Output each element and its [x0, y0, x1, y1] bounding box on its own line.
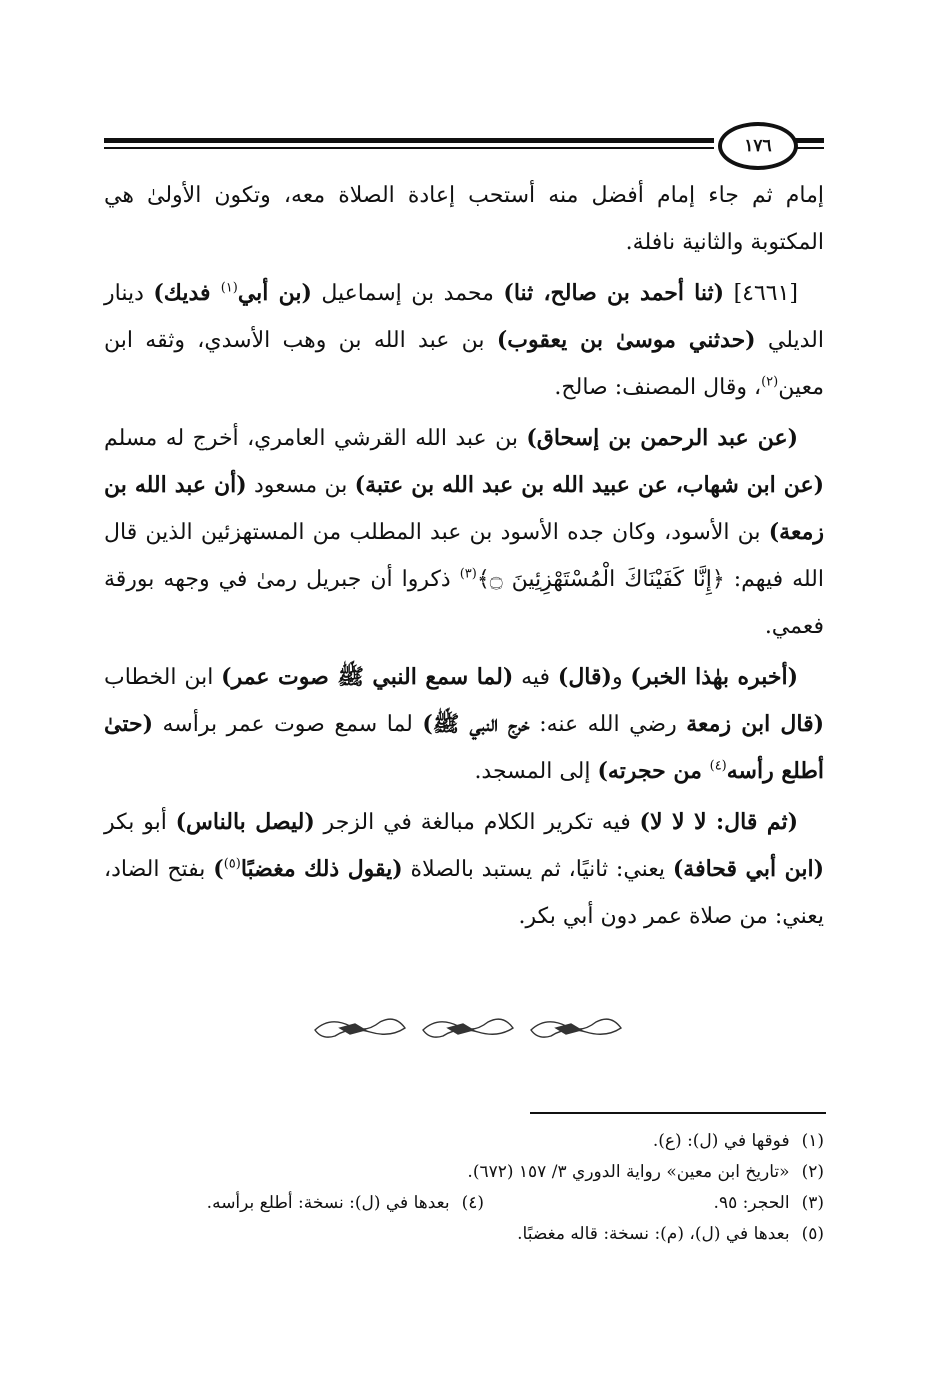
header-rule-right-thick	[794, 138, 824, 143]
commentary-text: بن الأسود، وكان جده الأسود بن عبد المطلب من المستهزئين الذين قال الله فيهم: ﴿إِنَّا كَفَيْنَاكَ الْمُسْتَهْزِئِينَ ۝﴾	[104, 520, 824, 592]
bold-matn-text: (يقول ذلك مغضبًا	[240, 856, 403, 882]
commentary-text: ذكروا أن جبريل رمىٰ في وجهه بورقة فعمي.	[104, 567, 824, 639]
footnote-ref: (٥)	[223, 856, 241, 872]
paragraph	[104, 172, 824, 266]
commentary-text: ابن الخطاب	[104, 665, 222, 690]
footnote-number: (٤)	[461, 1193, 484, 1213]
paragraph	[104, 270, 824, 411]
footnote-number: (١)	[801, 1131, 824, 1151]
commentary-text: و	[611, 665, 631, 690]
footnote-text: فوقها في (ل): (ع).	[652, 1131, 790, 1151]
footnote-ref: (١)	[220, 280, 238, 296]
bold-matn-text: (بن أبي	[237, 280, 312, 306]
footnote-1	[104, 1126, 824, 1157]
bold-matn-text: (قال)	[557, 664, 612, 690]
commentary-text: دينار الديلي	[104, 281, 824, 353]
page-header	[104, 128, 824, 170]
bold-matn-text: (أن عبد الله بن زمعة)	[104, 472, 824, 545]
bold-matn-text: خرج النبي ﷺ)	[422, 711, 530, 737]
page-number: ١٧٦	[718, 122, 798, 170]
footnote-5	[104, 1219, 824, 1250]
commentary-text: [٤٦٦١]	[724, 281, 799, 306]
bold-matn-text: (عن عبد الرحمن بن إسحاق)	[526, 425, 798, 451]
footnote-row	[104, 1188, 824, 1219]
paragraph	[104, 799, 824, 940]
footnote-3	[484, 1188, 824, 1219]
bold-matn-text: (أخبره بهٰذا الخبر)	[630, 664, 798, 690]
bold-matn-text: (قال ابن زمعة	[686, 711, 825, 737]
footnote-ref: (٤)	[709, 758, 727, 774]
footnote-4	[207, 1188, 484, 1219]
commentary-text: بن مسعود	[246, 473, 355, 498]
footnote-ref: (٢)	[761, 374, 779, 390]
bold-matn-text: (حتىٰ أطلع رأسه	[104, 711, 824, 784]
bold-matn-text: (عن ابن شهاب، عن عبيد الله بن عبد الله بن عتبة)	[354, 472, 824, 498]
commentary-text: فيه تكرير الكلام مبالغة في الزجر	[314, 810, 640, 835]
commentary-text: رضي الله عنه:	[529, 712, 687, 737]
ornament-unit	[423, 1019, 513, 1037]
main-text	[104, 172, 824, 944]
footnotes	[104, 1126, 824, 1250]
commentary-text: يعني: ثانيًا، ثم يستبد بالصلاة	[402, 857, 673, 882]
ornament-unit	[531, 1019, 621, 1037]
footnote-text: الحجر: ٩٥.	[713, 1193, 790, 1213]
section-ornament	[300, 1012, 640, 1042]
footnote-text: بعدها في (ل)، (م): نسخة: قاله مغضبًا.	[517, 1224, 790, 1244]
footnote-text: بعدها في (ل): نسخة: أطلع برأسه.	[206, 1193, 450, 1213]
paragraph	[104, 415, 824, 650]
bold-matn-text: )	[213, 856, 224, 882]
bold-matn-text: (ثنا أحمد بن صالح، ثنا)	[503, 280, 725, 306]
header-rule-thick	[104, 138, 714, 143]
commentary-text: إمام ثم جاء إمام أفضل منه أستحب إعادة الصلاة معه، وتكون الأولىٰ هي المكتوبة والثانية نافلة.	[104, 183, 824, 255]
footnote-number: (٥)	[801, 1224, 824, 1244]
commentary-text: بن عبد الله بن وهب الأسدي، وثقه ابن معين	[104, 328, 824, 400]
commentary-text: محمد بن إسماعيل	[311, 281, 504, 306]
bold-matn-text: (لما سمع النبي ﷺ صوت عمر)	[221, 664, 514, 690]
bold-matn-text: فديك)	[153, 280, 221, 306]
bold-matn-text: (ثم قال: لا لا لا)	[639, 809, 799, 835]
ornament-unit	[315, 1019, 405, 1037]
commentary-text: بفتح الضاد، يعني: من صلاة عمر دون أبي بكر.	[104, 857, 824, 929]
bold-matn-text: (ابن أبي قحافة)	[672, 856, 824, 882]
bold-matn-text: (ليصل بالناس)	[175, 809, 315, 835]
commentary-text: لما سمع صوت عمر برأسه	[152, 712, 423, 737]
commentary-text: إلى المسجد.	[474, 759, 598, 784]
commentary-text: ، وقال المصنف: صالح.	[554, 375, 762, 400]
footnote-ref: (٣)	[459, 566, 477, 582]
paragraph	[104, 654, 824, 795]
bold-matn-text: من حجرته)	[597, 758, 710, 784]
bold-matn-text: (حدثني موسىٰ بن يعقوب)	[496, 327, 756, 353]
header-rule-right-thin	[794, 147, 824, 149]
footnote-text: «تاريخ ابن معين» رواية الدوري ٣/ ١٥٧ (٦٧٢).	[467, 1162, 790, 1182]
commentary-text: أبو بكر	[104, 810, 176, 835]
footnote-2	[104, 1157, 824, 1188]
footnote-number: (٢)	[801, 1162, 824, 1182]
header-rule-thin	[104, 147, 714, 149]
commentary-text: فيه	[513, 665, 558, 690]
footnote-separator	[530, 1112, 826, 1114]
footnote-number: (٣)	[801, 1193, 824, 1213]
commentary-text: بن عبد الله القرشي العامري، أخرج له مسلم	[104, 426, 527, 451]
